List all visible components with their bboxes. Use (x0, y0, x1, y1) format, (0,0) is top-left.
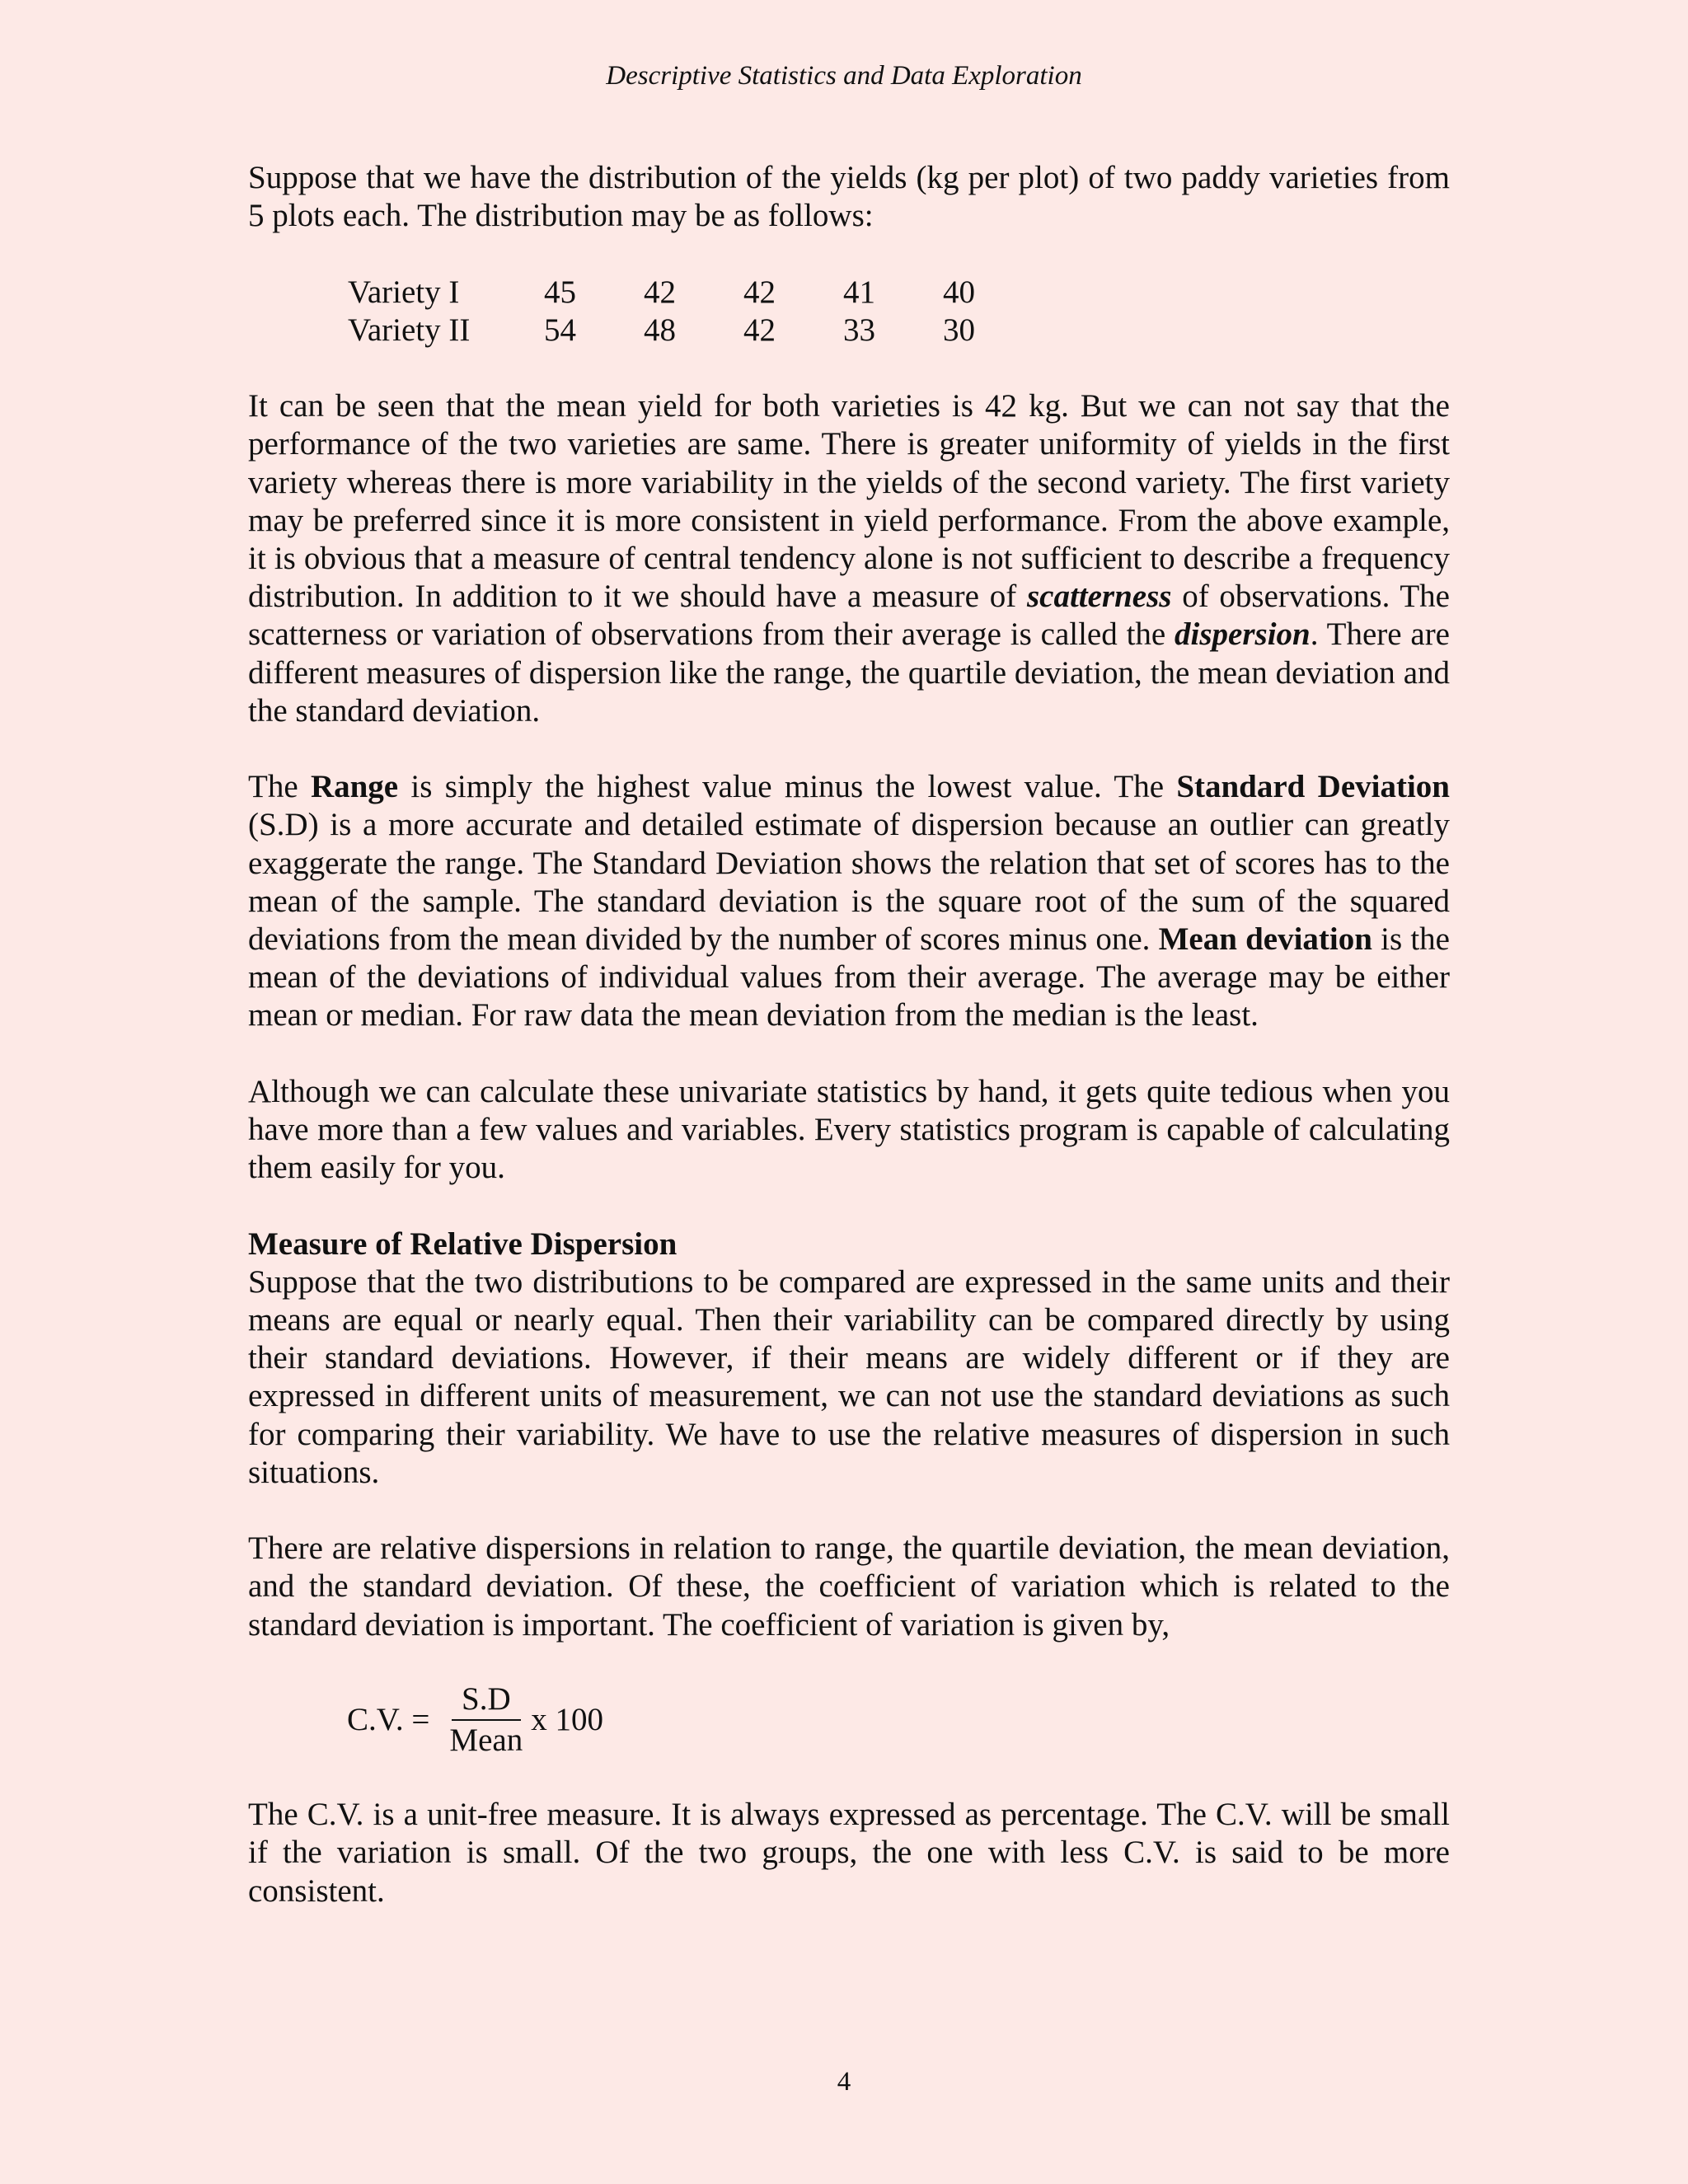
page-number: 4 (837, 2067, 851, 2097)
table-row (348, 312, 1043, 349)
term-standard-deviation: Standard Deviation (1176, 769, 1450, 805)
formula-rhs: x 100 (531, 1701, 603, 1737)
yield-value: 48 (644, 312, 676, 348)
formula-fraction (446, 1681, 526, 1759)
variety-label: Variety I (348, 274, 460, 310)
cv-formula (347, 1682, 1450, 1758)
formula-numerator: S.D (452, 1681, 521, 1721)
cv-paragraph: The C.V. is a unit-free measure. It is always expressed as percentage. The C.V. will be small if the variation is small. Of the two groups, the one with less C.V. is said to be more consistent. (248, 1797, 1450, 1909)
section-heading: Measure of Relative Dispersion (248, 1226, 678, 1262)
term-range: Range (310, 769, 399, 805)
formula-denominator: Mean (449, 1722, 523, 1759)
coefficient-paragraph: There are relative dispersions in relation to range, the quartile deviation, the mean deviation, and the standard deviation. Of these, the coefficient of variation which is related to the standard deviation is important. The coefficient of variation is given by, (248, 1530, 1450, 1643)
running-header: Descriptive Statistics and Data Exploration (606, 61, 1082, 91)
yield-value: 41 (843, 274, 875, 310)
yield-value: 42 (743, 312, 776, 348)
yield-value: 42 (743, 274, 776, 310)
term-scatterness: scatterness (1026, 579, 1172, 615)
yield-value: 30 (943, 312, 975, 348)
page-body (248, 159, 1450, 1910)
yield-value: 42 (644, 274, 676, 310)
relative-dispersion-paragraph: Suppose that the two distributions to be compared are expressed in the same units and their means are equal or nearly equal. Then their variability can be compared directly by using their standard deviations. However, if their means are widely different or if they are expressed in different units of measurement, we can not use the standard deviations as such for comparing their variability. We have to use the relative measures of dispersion in such situations. (248, 1263, 1450, 1490)
yield-value: 40 (943, 274, 975, 310)
range-sd-paragraph: The Range is simply the highest value minus the lowest value. The Standard Deviation (S.D) is a more accurate and detailed estimate of dispersion because an outlier can greatly exaggerate the range. The Standard Deviation shows the relation that set of scores has to the mean of the sample. The standard deviation is the square root of the sum of the squared deviations from the mean divided by the number of scores minus one. Mean deviation is the mean of the deviations of individual values from their average. The average may be either mean or median. For raw data the mean deviation from the median is the least. (248, 769, 1450, 1033)
intro-paragraph: Suppose that we have the distribution of the yields (kg per plot) of two paddy varieties from 5 plots each. The distribution may be as follows: (248, 160, 1450, 234)
yield-value: 33 (843, 312, 875, 348)
table-row (348, 274, 1043, 312)
term-dispersion: dispersion (1175, 616, 1311, 653)
dispersion-paragraph: It can be seen that the mean yield for both varieties is 42 kg. But we can not say that the performance of the two varieties are same. There is greater uniformity of yields in the first variety whereas there is more variability in the yields of the second variety. The first variety may be preferred since it is more consistent in yield performance. From the above example, it is obvious that a measure of central tendency alone is not sufficient to describe a frequency distribution. In addition to it we should have a measure of scatterness of observations. The scatterness or variation of observations from their average is called the dispersion. There are different measures of dispersion like the range, the quartile deviation, the mean deviation and the standard deviation. (248, 388, 1450, 729)
univariate-paragraph: Although we can calculate these univariate statistics by hand, it gets quite tedious when you have more than a few values and variables. Every statistics program is capable of calculating them easily for you. (248, 1073, 1450, 1186)
yield-value: 54 (544, 312, 576, 348)
variety-label: Variety II (348, 312, 471, 348)
yield-table (348, 274, 1043, 349)
formula-lhs: C.V. = (347, 1701, 430, 1737)
yield-value: 45 (544, 274, 576, 310)
term-mean-deviation: Mean deviation (1158, 921, 1372, 958)
